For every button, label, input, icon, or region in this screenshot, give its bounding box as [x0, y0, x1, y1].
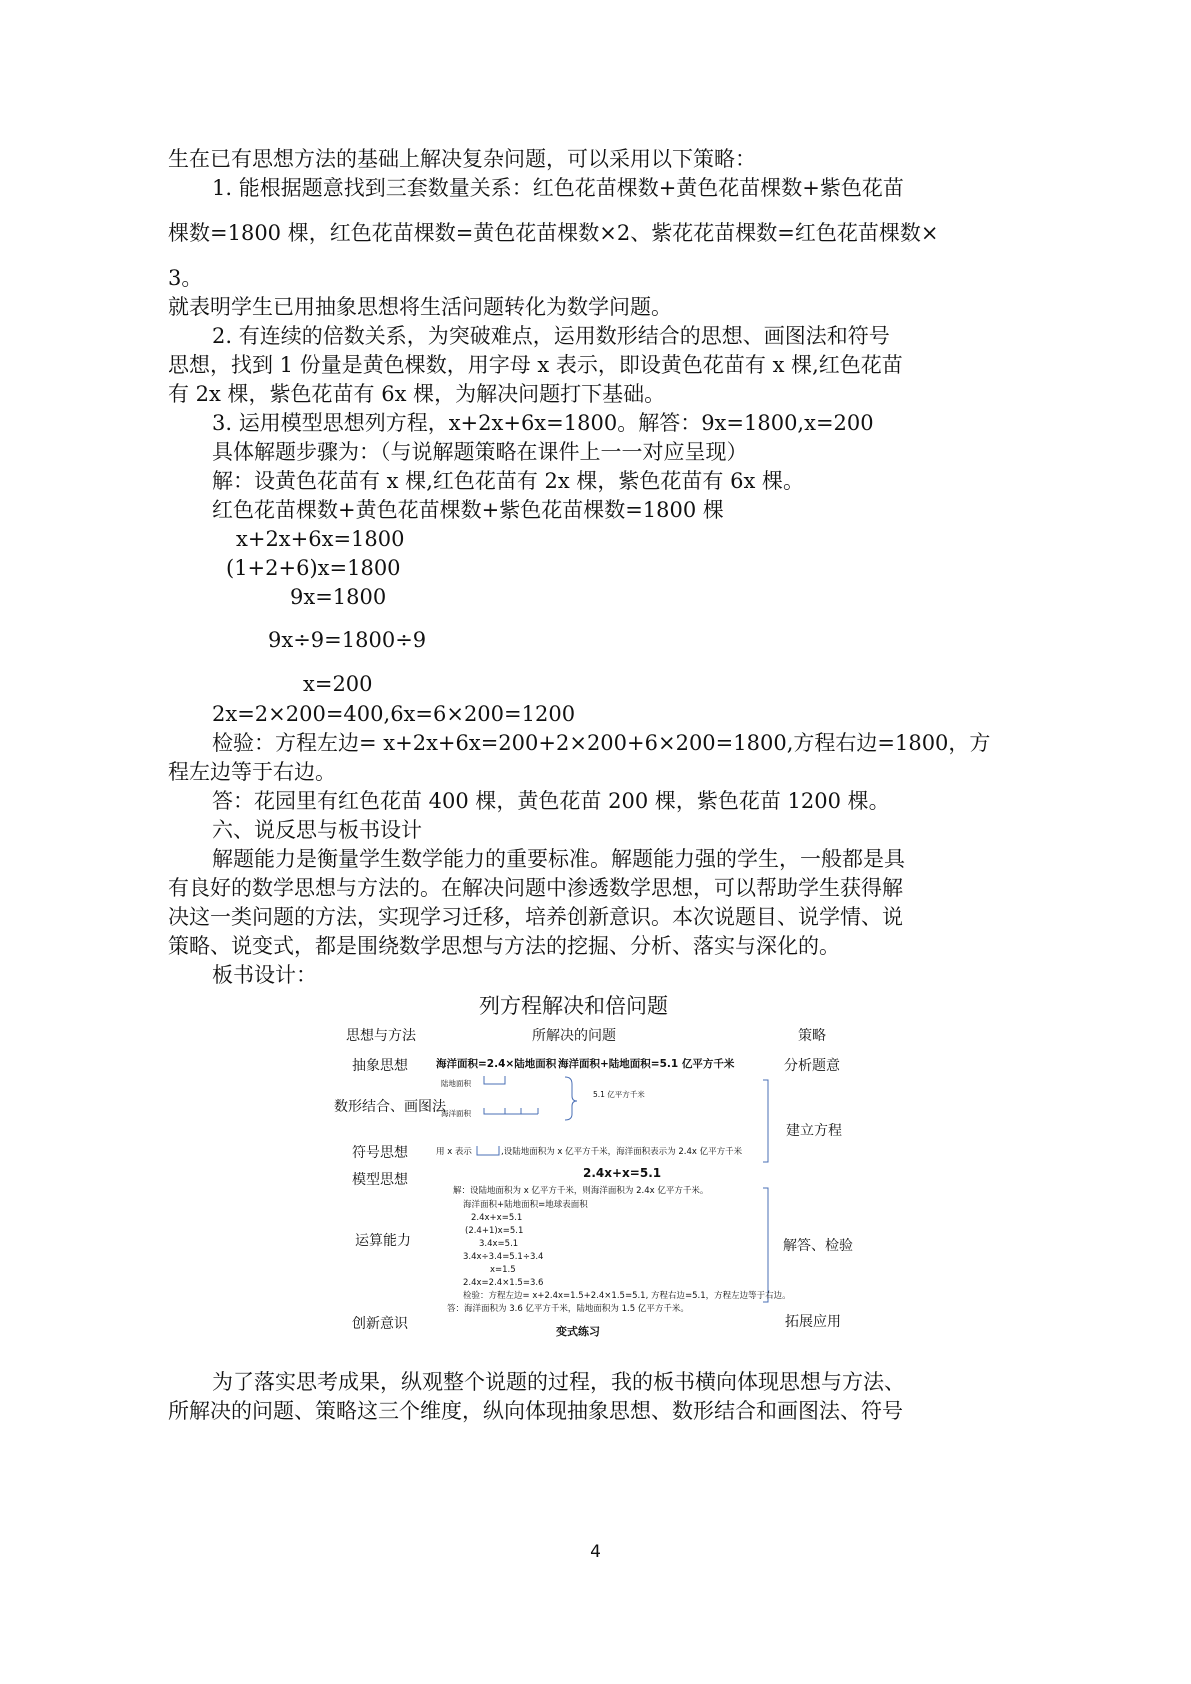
total-brace	[565, 1077, 577, 1120]
equation-bracket	[763, 1080, 768, 1162]
paragraph-line: 1. 能根据题意找到三套数量关系：红色花苗棵数+黄色花苗棵数+紫色花苗	[212, 176, 904, 200]
symbol-segment	[477, 1146, 499, 1155]
solution-line: 3.4x÷3.4=5.1÷3.4	[463, 1252, 544, 1262]
ocean-label: 海洋面积	[441, 1109, 471, 1118]
method-symbol: 符号思想	[352, 1145, 408, 1161]
ocean-segment	[484, 1108, 538, 1114]
paragraph-line: 答：花园里有红色花苗 400 棵，黄色花苗 200 棵，紫色花苗 1200 棵。	[212, 789, 890, 813]
section-heading: 六、说反思与板书设计	[212, 818, 422, 842]
method-abstract: 抽象思想	[352, 1058, 408, 1074]
strategy-equation: 建立方程	[786, 1123, 842, 1139]
paragraph-line: 3。	[168, 266, 203, 290]
equation-step: (1+2+6)x=1800	[226, 556, 401, 580]
column-header-strategy: 策略	[798, 1028, 826, 1044]
paragraph-line: 3. 运用模型思想列方程，x+2x+6x=1800。解答：9x=1800,x=200	[212, 411, 874, 435]
solution-line: 2.4x=2.4×1.5=3.6	[463, 1278, 544, 1288]
symbol-text: ,设陆地面积为 x 亿平方千米，海洋面积表示为 2.4x 亿平方千米	[501, 1147, 743, 1157]
relation-sum: 海洋面积+陆地面积=5.1 亿平方千米	[558, 1058, 735, 1070]
solution-line: 解：设陆地面积为 x 亿平方千米，则海洋面积为 2.4x 亿平方千米。	[453, 1186, 709, 1196]
method-model: 模型思想	[352, 1172, 408, 1188]
paragraph-line: 红色花苗棵数+黄色花苗棵数+紫色花苗棵数=1800 棵	[212, 498, 724, 522]
paragraph-line: 策略、说变式，都是围绕数学思想与方法的挖掘、分析、落实与深化的。	[168, 934, 840, 958]
paragraph-line: 有 2x 棵，紫色花苗有 6x 棵，为解决问题打下基础。	[168, 382, 666, 406]
relation-times: 海洋面积=2.4×陆地面积	[436, 1058, 557, 1070]
variant-practice: 变式练习	[556, 1325, 600, 1338]
paragraph-line: 生在已有思想方法的基础上解决复杂问题，可以采用以下策略：	[168, 147, 756, 171]
solve-bracket	[763, 1188, 768, 1302]
method-computation: 运算能力	[355, 1233, 411, 1249]
method-shape-number: 数形结合、画图法	[334, 1099, 446, 1115]
column-header-problems: 所解决的问题	[532, 1028, 616, 1044]
land-segment	[484, 1076, 505, 1084]
paragraph-line: 2. 有连续的倍数关系，为突破难点，运用数形结合的思想、画图法和符号	[212, 324, 890, 348]
solution-line: 3.4x=5.1	[479, 1239, 519, 1249]
solution-line: 海洋面积+陆地面积=地球表面积	[463, 1200, 588, 1210]
paragraph-line: 棵数=1800 棵，红色花苗棵数=黄色花苗棵数×2、紫花花苗棵数=红色花苗棵数×	[168, 221, 939, 245]
paragraph-line: 所解决的问题、策略这三个维度，纵向体现抽象思想、数形结合和画图法、符号	[168, 1399, 903, 1423]
paragraph-line: 解题能力是衡量学生数学能力的重要标准。解题能力强的学生，一般都是具	[212, 847, 905, 871]
paragraph-line: 检验：方程左边= x+2x+6x=200+2×200+6×200=1800,方程右边=1800，方	[212, 731, 991, 755]
solution-line: 答：海洋面积为 3.6 亿平方千米，陆地面积为 1.5 亿平方千米。	[447, 1304, 689, 1314]
equation-step: x=200	[303, 672, 373, 696]
paragraph-line: 板书设计：	[212, 963, 317, 987]
model-equation: 2.4x+x=5.1	[583, 1166, 662, 1180]
equation-step: x+2x+6x=1800	[236, 527, 405, 551]
paragraph-line: 2x=2×200=400,6x=6×200=1200	[212, 702, 576, 726]
paragraph-line: 思想，找到 1 份量是黄色棵数，用字母 x 表示，即设黄色花苗有 x 棵,红色花苗	[168, 353, 903, 377]
paragraph-line: 就表明学生已用抽象思想将生活问题转化为数学问题。	[168, 295, 672, 319]
solution-line: (2.4+1)x=5.1	[465, 1226, 524, 1236]
paragraph-line: 程左边等于右边。	[168, 760, 336, 784]
land-label: 陆地面积	[441, 1079, 471, 1088]
paragraph-line: 为了落实思考成果，纵观整个说题的过程，我的板书横向体现思想与方法、	[212, 1370, 905, 1394]
total-label: 5.1 亿平方千米	[593, 1090, 645, 1099]
equation-step: 9x=1800	[290, 585, 387, 609]
board-title: 列方程解决和倍问题	[479, 994, 668, 1018]
symbol-prefix: 用 x 表示	[436, 1147, 472, 1157]
column-header-methods: 思想与方法	[346, 1028, 416, 1044]
strategy-extend: 拓展应用	[785, 1314, 841, 1330]
paragraph-line: 决这一类问题的方法，实现学习迁移，培养创新意识。本次说题目、说学情、说	[168, 905, 903, 929]
page-number: 4	[590, 1542, 601, 1562]
solution-line: x=1.5	[490, 1265, 516, 1275]
paragraph-line: 解：设黄色花苗有 x 棵,红色花苗有 2x 棵，紫色花苗有 6x 棵。	[212, 469, 804, 493]
solution-line: 检验：方程左边= x+2.4x=1.5+2.4×1.5=5.1, 方程右边=5.1，方程左边等于右边。	[463, 1291, 791, 1301]
paragraph-line: 具体解题步骤为：（与说解题策略在课件上一一对应呈现）	[212, 440, 748, 464]
strategy-solve-check: 解答、检验	[783, 1238, 853, 1254]
equation-step: 9x÷9=1800÷9	[268, 628, 427, 652]
solution-line: 2.4x+x=5.1	[471, 1213, 523, 1223]
method-innovation: 创新意识	[352, 1316, 408, 1332]
strategy-analyze: 分析题意	[784, 1058, 840, 1074]
paragraph-line: 有良好的数学思想与方法的。在解决问题中渗透数学思想，可以帮助学生获得解	[168, 876, 903, 900]
